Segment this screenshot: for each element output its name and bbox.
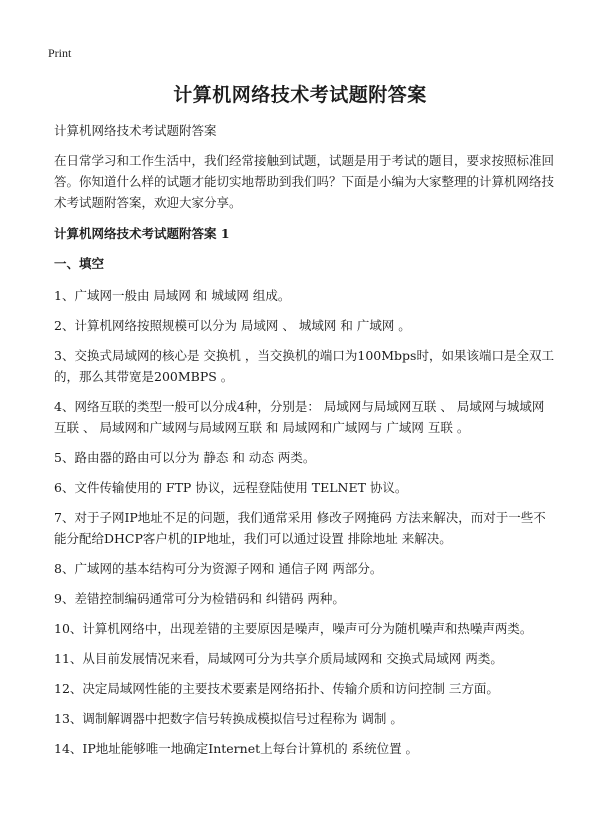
intro-paragraph: 在日常学习和工作生活中，我们经常接触到试题，试题是用于考试的题目，要求按照标准回答。你知道什么样的试题才能切实地帮助到我们吗？下面是小编为大家整理的计算机网络技术考试题附答案，欢迎大家分享。	[54, 153, 555, 210]
article-subtitle: 计算机网络技术考试题附答案	[54, 123, 217, 138]
question-item: 14、IP地址能够唯一地确定Internet上每台计算机的 系统位置 。	[54, 741, 419, 756]
question-item: 10、计算机网络中，出现差错的主要原因是噪声，噪声可分为随机噪声和热噪声两类。	[54, 621, 533, 636]
question-item: 8、广域网的基本结构可分为资源子网和 通信子网 两部分。	[54, 561, 383, 576]
question-item: 1、广域网一般由 局域网 和 城域网 组成。	[54, 288, 291, 303]
page-title: 计算机网络技术考试题附答案	[173, 84, 427, 106]
question-item: 2、计算机网络按照规模可以分为 局域网 、 城域网 和 广域网 。	[54, 318, 411, 333]
question-item: 13、调制解调器中把数字信号转换成模拟信号过程称为 调制 。	[54, 711, 403, 726]
question-list	[54, 285, 554, 759]
question-item: 3、交换式局域网的核心是 交换机 ，当交换机的端口为100Mbps时，如果该端口是全双工的，那么其带宽是200MBPS 。	[54, 348, 554, 384]
question-item: 4、网络互联的类型一般可以分成4种，分别是： 局域网与局域网互联 、 局域网与城域网互联 、 局域网和广域网与局域网互联 和 局域网和广域网与 广域网 互联 。	[54, 399, 545, 435]
question-item: 6、文件传输使用的 FTP 协议，远程登陆使用 TELNET 协议。	[54, 480, 408, 495]
question-item: 7、对于子网IP地址不足的问题，我们通常采用 修改子网掩码 方法来解决，而对于一些不能分配给DHCP客户机的IP地址，我们可以通过设置 排除地址 来解决。	[54, 510, 546, 546]
question-item: 12、决定局域网性能的主要技术要素是网络拓扑、传输介质和访问控制 三方面。	[54, 681, 499, 696]
question-item: 5、路由器的路由可以分为 静态 和 动态 两类。	[54, 450, 316, 465]
article-body	[54, 120, 554, 768]
part-heading: 一、填空	[54, 256, 105, 271]
print-link[interactable]: Print	[48, 46, 72, 60]
question-item: 11、从目前发展情况来看，局域网可分为共享介质局域网和 交换式局域网 两类。	[54, 651, 503, 666]
question-item: 9、差错控制编码通常可分为检错码和 纠错码 两种。	[54, 591, 345, 606]
section-heading: 计算机网络技术考试题附答案 1	[54, 226, 230, 241]
